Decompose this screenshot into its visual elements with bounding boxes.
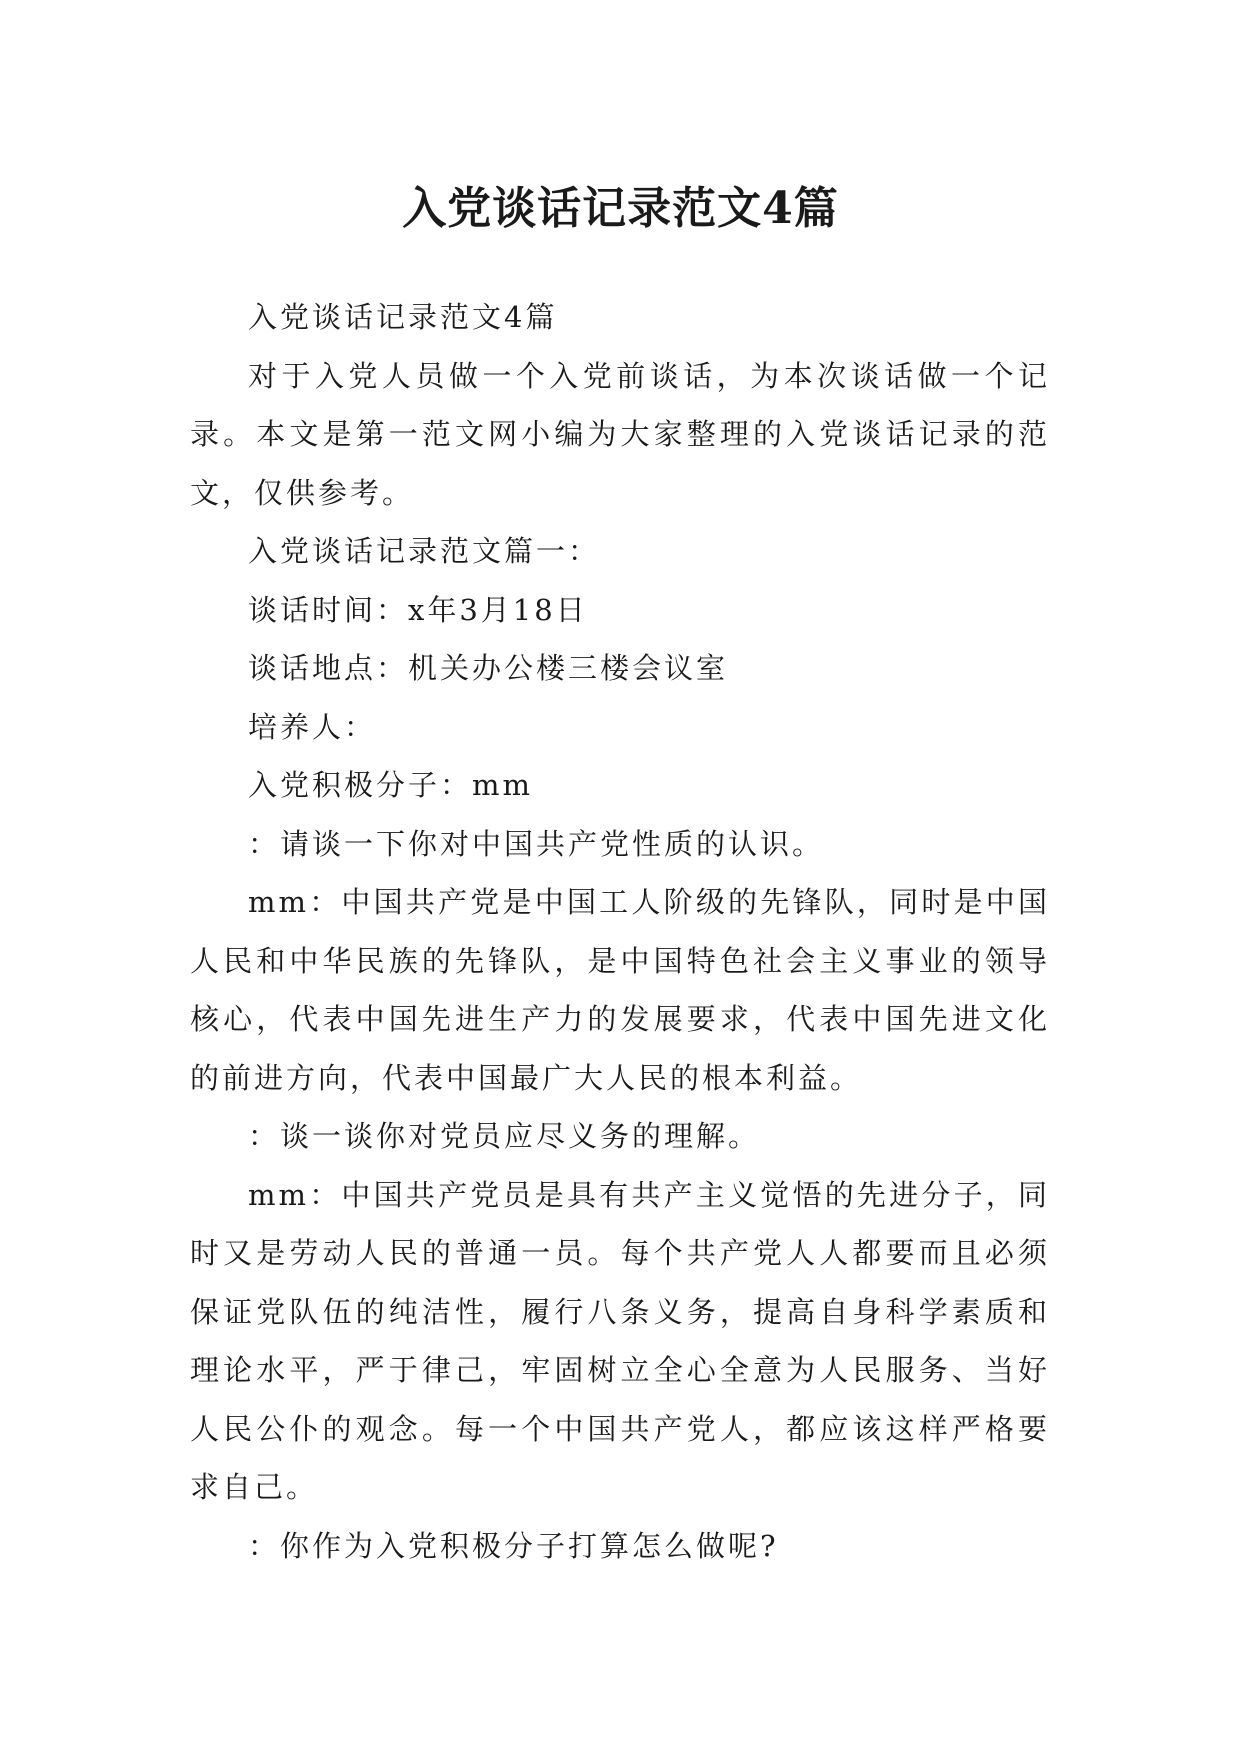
document-title: 入党谈话记录范文4篇 bbox=[402, 183, 839, 235]
paragraph-time: 谈话时间：x年3月18日 bbox=[248, 592, 588, 627]
paragraph-mentor: 培养人： bbox=[248, 709, 377, 744]
paragraph-section-title: 入党谈话记录范文篇一： bbox=[248, 534, 601, 568]
paragraph-answer-2: mm：中国共产党员是具有共产主义觉悟的先进分子，同时又是劳动人民的普通一员。每个共产党人人都要而且必须保证党队伍的纯洁性，履行八条义务，提高自身科学素质和理论水平，严于律己，牢固树立全心全意为人民服务、当好人民公仆的观念。每一个中国共产党人，都应该这样严格要求自己。 bbox=[190, 1177, 1050, 1504]
paragraph-heading: 入党谈话记录范文4篇 bbox=[248, 300, 558, 334]
paragraph-question-3: ：你作为入党积极分子打算怎么做呢? bbox=[248, 1528, 779, 1563]
paragraph-candidate: 入党积极分子：mm bbox=[248, 768, 533, 802]
document-body bbox=[190, 288, 1050, 1575]
paragraph-question-1: ：请谈一下你对中国共产党性质的认识。 bbox=[248, 826, 825, 861]
paragraph-answer-1: mm：中国共产党是中国工人阶级的先锋队，同时是中国人民和中华民族的先锋队，是中国特色社会主义事业的领导核心，代表中国先进生产力的发展要求，代表中国先进文化的前进方向，代表中国最广大人民的根本利益。 bbox=[190, 885, 1050, 1095]
paragraph-location: 谈话地点：机关办公楼三楼会议室 bbox=[248, 651, 729, 685]
paragraph-intro: 对于入党人员做一个入党前谈话，为本次谈话做一个记录。本文是第一范文网小编为大家整理的入党谈话记录的范文，仅供参考。 bbox=[190, 358, 1050, 510]
paragraph-question-2: ：谈一谈你对党员应尽义务的理解。 bbox=[248, 1119, 761, 1153]
